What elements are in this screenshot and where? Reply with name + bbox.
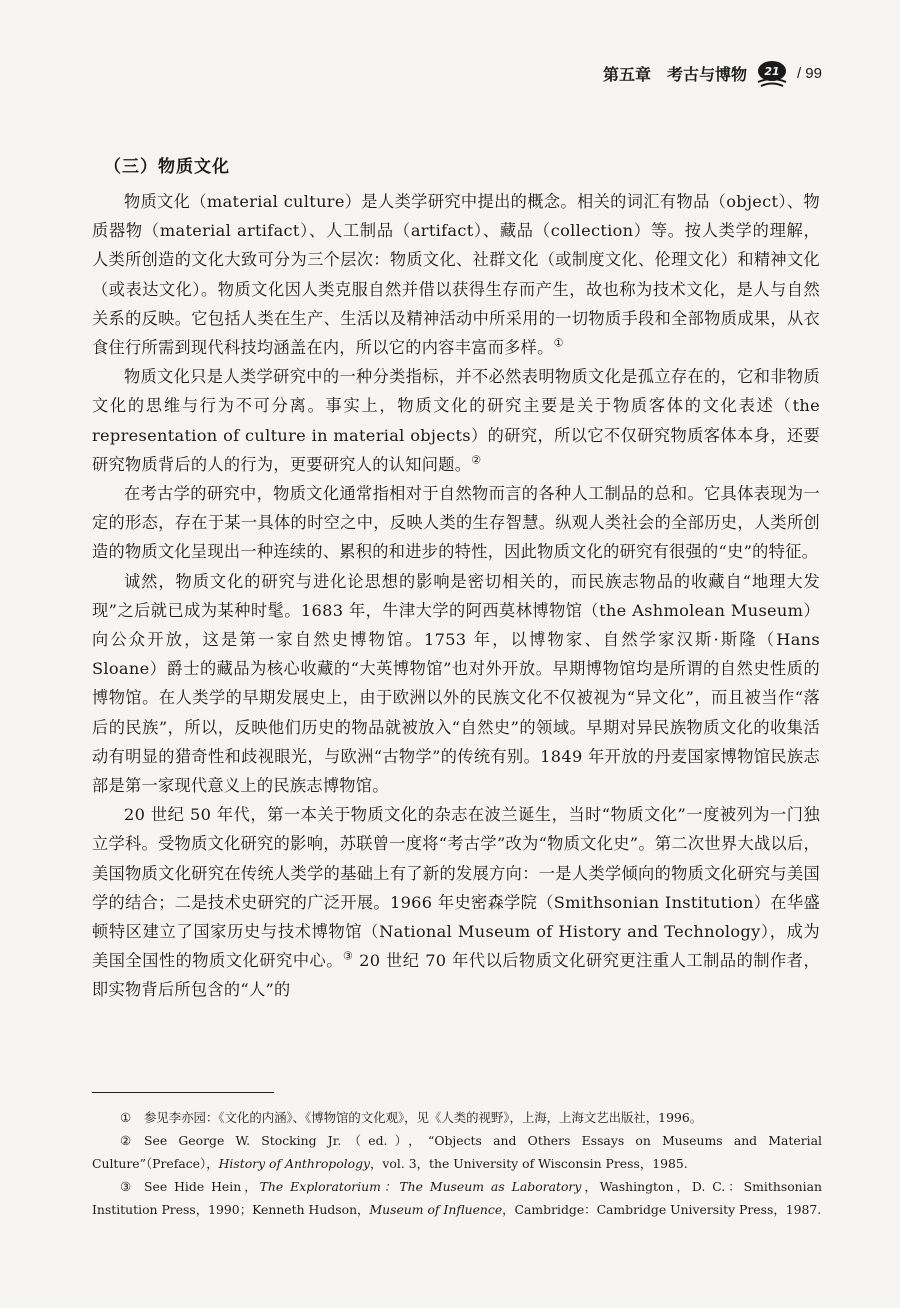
footnote-ref[interactable]: ②: [471, 453, 482, 467]
paragraph: 20 世纪 50 年代，第一本关于物质文化的杂志在波兰诞生，当时“物质文化”一度被列为一门独立学科。受物质文化研究的影响，苏联曾一度将“考古学”改为“物质文化史”。第二次世界大战以后，美国物质文化研究在传统人类学的基础上有了新的发展方向：一是人类学倾向的物质文化研究与美国学的结合；二是技术史研究的广泛开展。1966 年史密森学院（Smithsonian Institution）在华盛顿特区建立了国家历史与技术博物馆（National Museum of History and Technology），成为美国全国性的物质文化研究中心。③ 20 世纪 70 年代以后物质文化研究更注重人工制品的制作者，即实物背后所包含的“人”的: [92, 805, 821, 1000]
svg-text:21: 21: [764, 65, 780, 78]
page-header: [603, 58, 822, 88]
section-title: （三）物质文化: [104, 157, 230, 177]
page-number: / 99: [796, 64, 822, 82]
paragraph: 物质文化只是人类学研究中的一种分类指标，并不必然表明物质文化是孤立存在的，它和非物质文化的思维与行为不可分离。事实上，物质文化的研究主要是关于物质客体的文化表述（the representation of culture in material objects）的研究，所以它不仅研究物质客体本身，还要研究物质背后的人的行为，更要研究人的认知问题。②: [92, 367, 820, 474]
footnote-mark: ③: [120, 1179, 132, 1194]
paragraph: 诚然，物质文化的研究与进化论思想的影响是密切相关的，而民族志物品的收藏自“地理大发现”之后就已成为某种时髦。1683 年，牛津大学的阿西莫林博物馆（the Ashmolean Museum）向公众开放，这是第一家自然史博物馆。1753 年，以博物家、自然学家汉斯·斯隆（Hans Sloane）爵士的藏品为核心收藏的“大英博物馆”也对外开放。早期博物馆均是所谓的自然史性质的博物馆。在人类学的早期发展史上，由于欧洲以外的民族文化不仅被视为“异文化”，而且被当作“落后的民族”，所以，反映他们历史的物品就被放入“自然史”的领域。早期对异民族物质文化的收集活动有明显的猎奇性和歧视眼光，与欧洲“古物学”的传统有别。1849 年开放的丹麦国家博物馆民族志部是第一家现代意义上的民族志博物馆。: [92, 571, 820, 796]
footnote-ref[interactable]: ①: [553, 336, 564, 350]
chapter-title: 第五章 考古与博物: [602, 64, 747, 84]
paragraph: 物质文化（material culture）是人类学研究中提出的概念。相关的词汇有物品（object）、物质器物（material artifact）、人工制品（artifact）、藏品（collection）等。按人类学的理解，人类所创造的文化大致可分为三个层次：物质文化、社群文化（或制度文化、伦理文化）和精神文化（或表达文化）。物质文化因人类克服自然并借以获得生存而产生，故也称为技术文化，是人与自然关系的反映。它包括人类在生产、生活以及精神活动中所采用的一切物质手段和全部物质成果，从衣食住行所需到现代科技均涵盖在内，所以它的内容丰富而多样。①: [92, 192, 820, 358]
footnote-2: ② See George W. Stocking Jr.（ed.），“Objects and Others Essays on Museums and Material Culture”（Preface），History of Anthropology，vol. 3，the University of Wisconsin Press，1985.: [92, 1129, 822, 1175]
footnote-ref[interactable]: ③: [343, 949, 354, 963]
main-text: [92, 152, 820, 1005]
paragraph: 在考古学的研究中，物质文化通常指相对于自然物而言的各种人工制品的总和。它具体表现为一定的形态，存在于某一具体的时空之中，反映人类的生存智慧。纵观人类社会的全部历史，人类所创造的物质文化呈现出一种连续的、累积的和进步的特性，因此物质文化的研究有很强的“史”的特征。: [92, 484, 820, 562]
footnote-3: ③ See Hide Hein，The Exploratorium：The Museum as Laboratory，Washington，D. C.：Smithsonian Institution Press，1990；Kenneth Hudson，Museum of Influence，Cambridge：Cambridge University Press，1987.: [92, 1175, 822, 1221]
footnote-1: ① 参见李亦园：《文化的内涵》、《博物馆的文化观》，见《人类的视野》，上海，上海文艺出版社，1996。: [92, 1106, 822, 1129]
footnote-divider: [92, 1092, 274, 1093]
publisher-emblem-icon: [755, 58, 789, 88]
footnote-mark: ①: [120, 1110, 132, 1125]
footnote-mark: ②: [120, 1133, 132, 1148]
footnotes: [92, 1106, 822, 1221]
